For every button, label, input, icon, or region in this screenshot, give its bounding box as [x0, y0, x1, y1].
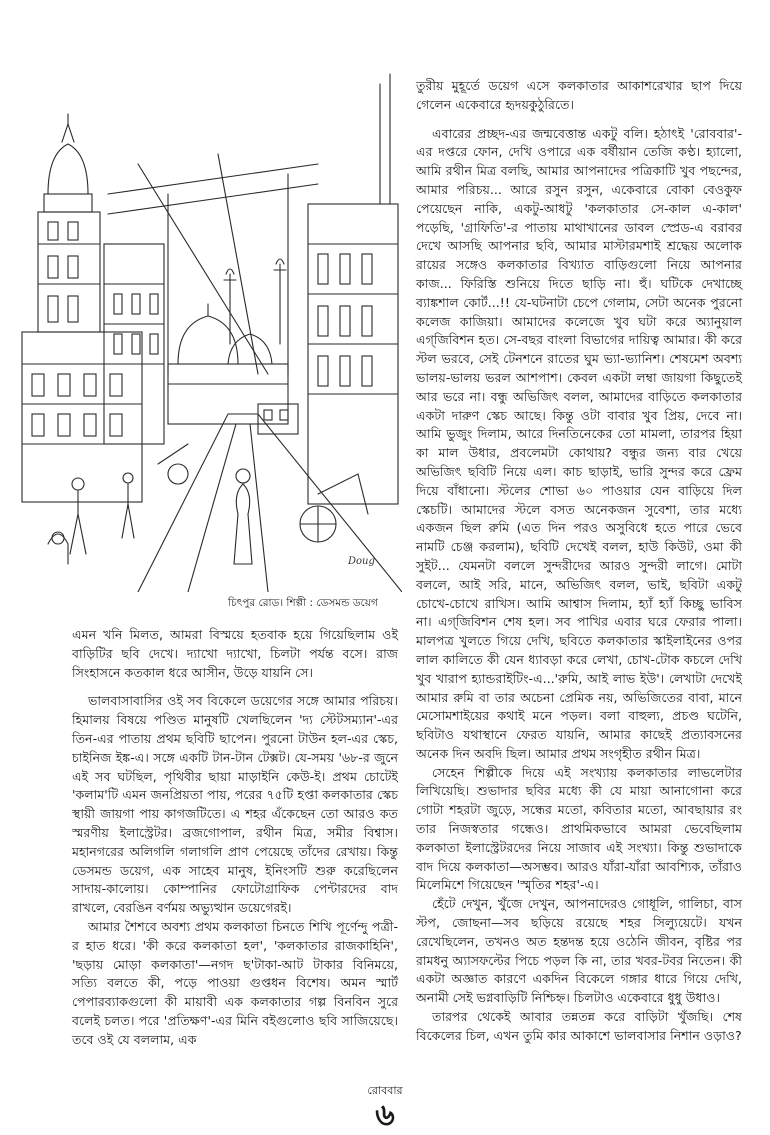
- paragraph: তুরীয় মুহূর্তে ডয়েগ এসে কলকাতার আকাশরেখার ছাপ দিয়ে গেলেন একেবারে হৃদয়কুঠুরিতে।: [416, 78, 742, 112]
- paragraph: এমন খনি মিলত, আমরা বিস্ময়ে হতবাক হয়ে গিয়েছিলাম ওই বাড়িটির ছবি দেখে। দ্যাখো দ্যাখো, চিলটা পর্যন্ত বসে। রাজ সিংহাসনে কতকাল ধরে আসীন, উড়ে যায়নি সে।: [72, 627, 398, 680]
- page-number: ৬: [375, 1098, 395, 1133]
- magazine-name: রোববার: [367, 1084, 403, 1097]
- paragraph: এবারের প্রচ্ছদ-এর জন্মবেত্তান্ত একটু বলি। হঠাৎই 'রোববার'-এর দপ্তরে ফোন, দেখি ওপারে এক বর্ষীয়ান তেজি কণ্ঠ। হ্যালো, আমি রথীন মিত্র বলছি, আমার আপনাদের পত্রিকাটি খুব পছন্দের, আমার পরিচয়... আরে রসুন রসুন, একেবারে বোকা বেওকুফ পেয়েছেন নাকি, একটু-আধটু 'কলকাতার সে-কাল এ-কাল' পড়েছি, 'গ্রাফিতি'-র পাতায় মাথাখানের ডাবল স্প্রেড-এ বরাবর দেখে আসছি আপনার ছবি, আমার মাস্টারমশাই শ্রদ্ধেয় অলোক রায়ের সঙ্গেও কলকাতার বিখ্যাত বাড়িগুলো নিয়ে আপনার কাজ... ফিরিস্তি শুনিয়ে দিতে ছাড়ি না। হুঁ। ঘটিকে দেখাচ্ছে ব্যাঙ্কশাল কোর্ট...!! যে-ঘটনাটা চেপে গেলাম, সেটা অনেক পুরনো কলেজ কাজিয়া। আমাদের কলেজে খুব ঘটা করে অ্যানুয়াল এগ্‌জিবিশন হত। সে-বছর বাংলা বিভাগের দায়িত্ব আমার। কী করে স্টল ভরবে, সেই টেনশনে রাতের ঘুম ভ্যা-ভ্যানিশ। শেষমেশ অবশ্য ভালয়-ভালয় ভরল আশপাশ। কেবল একটা লম্বা জায়গা কিছুতেই আর ভরে না। বন্ধু অভিজিৎ বলল, আমাদের বাড়িতে কলকাতার একটা দারুণ স্কেচ আছে। কিন্তু ওটা বাবার খুব প্রিয়, দেবে না। আমি ভুজুং দিলাম, আরে দিনতিনেকের তো মামলা, তারপর হিয়া কা মাল উধার, প্রবলেমটা কোথায়? বন্ধুর জন্য বার খেয়ে অভিজিৎ ছবিটি নিয়ে এল। কাচ ছাড়াই, ভারি সুন্দর করে ফ্রেম দিয়ে বাঁধানো। স্টলের শোভা ৬০ পাওয়ার যেন বাড়িয়ে দিল স্কেচটি। আমাদের স্টলে বসত অনেকজন সুবেশা, তার মধ্যে একজন ছিল রুমি (এত দিন পরও অসুবিধে হতে পারে ভেবে নামটি চেঞ্জ করলাম), ছবিটি দেখেই বলল, হাউ কিউট, ওমা কী সুইট... যেমনটা বললে সুন্দরীদের আরও সুন্দরী লাগে। মোটা বললে, আই সরি, মানে, অভিজিৎ বলল, ভাই, ছবিটা একটু চোখে-চোখে রাখিস। আমি আশ্বাস দিলাম, হ্যাঁ হ্যাঁ কিচ্ছু ভাবিস না। এগ্‌জিবিশন শেষ হল। সব পাখির এবার ঘরে ফেরার পালা। মালপত্র খুলতে গিয়ে দেখি, ছবিতে কলকাতার স্কাইলাইনের ওপর লাল কালিতে কী যেন ধ্যাবড়া করে লেখা, চোখ-টোক কচলে দেখি খুব খারাপ হ্যান্ডরাইটিং-এ...'রুমি, আই লাভ ইউ'। লেখাটা দেখেই আমার রুমি বা তার অচেনা প্রেমিক নয়, অভিজিতের বাবা, মানে মেসোমশাইয়ের কথাই মনে পড়ল। বলা বাহুল্য, প্রচণ্ড ঘটেনি, ছবিটাও যথাস্থানে ফেরত যায়নি, আমার কাছেই প্রত্যাবসনের অনেক দিন অবদি ছিল। আমার প্রথম সংগৃহীত রথীন মিত্র।: [416, 125, 742, 761]
- left-text-column: [72, 626, 398, 1050]
- right-text-column: [416, 77, 742, 1046]
- paragraph: সেহেন শিল্পীকে দিয়ে এই সংখ্যায় কলকাতার লাভলেটার লিখিয়েছি। শুভাদার ছবির মধ্যে কী যে মায়া আনাগোনা করে গোটা শহরটা জুড়ে, সন্ধের মতো, কবিতার মতো, আবছায়ার রং তার নিজস্বতার গন্ধেও। প্রাথমিকভাবে আমরা ভেবেছিলাম কলকাতা ইলাস্ট্রেটরদের নিয়ে সাজাব এই সংখ্যা। কিন্তু শুভাদাকে বাদ দিয়ে কলকাতা—অসম্ভব। আরও যাঁরা-যাঁরা আবশ্যিক, তাঁরাও মিলেমিশে গিয়েছেন 'স্মৃতির শহর'-এ।: [416, 764, 742, 893]
- paragraph: তারপর থেকেই আবার তন্নতন্ন করে বাড়িটা খুঁজছি। শেষ বিকেলের চিল, এখন তুমি কার আকাশে ভালবাসার নিশান ওড়াও?: [416, 1009, 742, 1043]
- page-footer: [0, 1082, 770, 1131]
- illustration-caption: চিৎপুর রোড। শিল্পী : ডেসমন্ড ডয়েগ: [228, 597, 378, 609]
- illustration-signature: Doug: [348, 556, 375, 567]
- paragraph: হেঁটে দেখুন, খুঁজে দেখুন, আপনাদেরও গোধূলি, গালিচা, বাস স্টপ, জোছনা—সব ছড়িয়ে রয়েছে শহর সিল্যুয়েটে। যখন রেখেছিলেন, তখনও অত হন্তদন্ত হয়ে ওঠেনি জীবন, বৃষ্টির পর রামধনু অ্যাসফল্টের পিচে পড়ল কি না, তার খবর-টবর নিতেন। কী একটা অজ্ঞাত কারণে একদিন বিকেলে গঙ্গার ধারে গিয়ে দেখি, অনামী সেই ভগ্নবাড়িটি নিশ্চিহ্ন। চিলটাও একেবারে ধুধু উধাও।: [416, 896, 742, 1006]
- street-sketch-illustration: [18, 44, 402, 592]
- paragraph: ভালবাসাবাসির ওই সব বিকেলে ডয়েগের সঙ্গে আমার পরিচয়। হিমালয় বিষয়ে পণ্ডিত মানুষটি খেলছিলেন 'দ্য স্টেটসম্যান'-এর তিন-এর পাতায় প্রথম ছবিটি ছাপেন। পুরনো টাউন হল-এর স্কেচ, চাইনিজ ইঙ্ক-এ। সঙ্গে একটি টান-টান টেক্সট। যে-সময় '৬৮-র জুনে এই সব ঘটছিল, পৃথিবীর ছায়া মাড়াইনি কেউ-ই। প্রথম চোটেই 'কলাম'টি এমন জনপ্রিয়তা পায়, পরের ৭৫টি হপ্তা কলকাতার স্কেচ স্থায়ী জায়গা পায় কাগজটিতে। এ শহর এঁকেছেন তো আরও কত স্মরণীয় ইলাস্ট্রেটর। ব্রজগোপাল, রথীন মিত্র, সমীর বিশ্বাস। মহানগরের অলিগলি গলাগলি প্রাণ পেয়েছে তাঁদের রেখায়। কিন্তু ডেসমন্ড ডয়েগ, এক সাহেব মানুষ, ইনিংসটি শুরু করেছিলেন সাদায়-কালোয়। কোম্পানির ফোটোগ্রাফিক পেন্টারদের বাদ রাখলে, বেরঙিন বর্ণময় অভ্যুত্থান ডয়েগেরই।: [72, 693, 398, 916]
- paragraph: আমার শৈশবে অবশ্য প্রথম কলকাতা চিনতে শিখি পূর্ণেন্দু পত্রী-র হাত ধরে। 'কী করে কলকাতা হল', 'কলকাতার রাজকাহিনি', 'ছড়ায় মোড়া কলকাতা'—নগদ ছ'টাকা-আট টাকার বিনিময়ে, সত্যি বলতে কী, পড়ে পাওয়া গুপ্তধন বিশেষ। অমন স্মার্ট পেপারব্যাকগুলো কী মায়াবী এক কলকাতার গল্প বিনবিন সুরে বলেই চলত। পরে 'প্রতিক্ষণ'-এর মিনি বইগুলোও ছবি সাজিয়েছে। তবে ওই যে বললাম, এক: [72, 918, 398, 1047]
